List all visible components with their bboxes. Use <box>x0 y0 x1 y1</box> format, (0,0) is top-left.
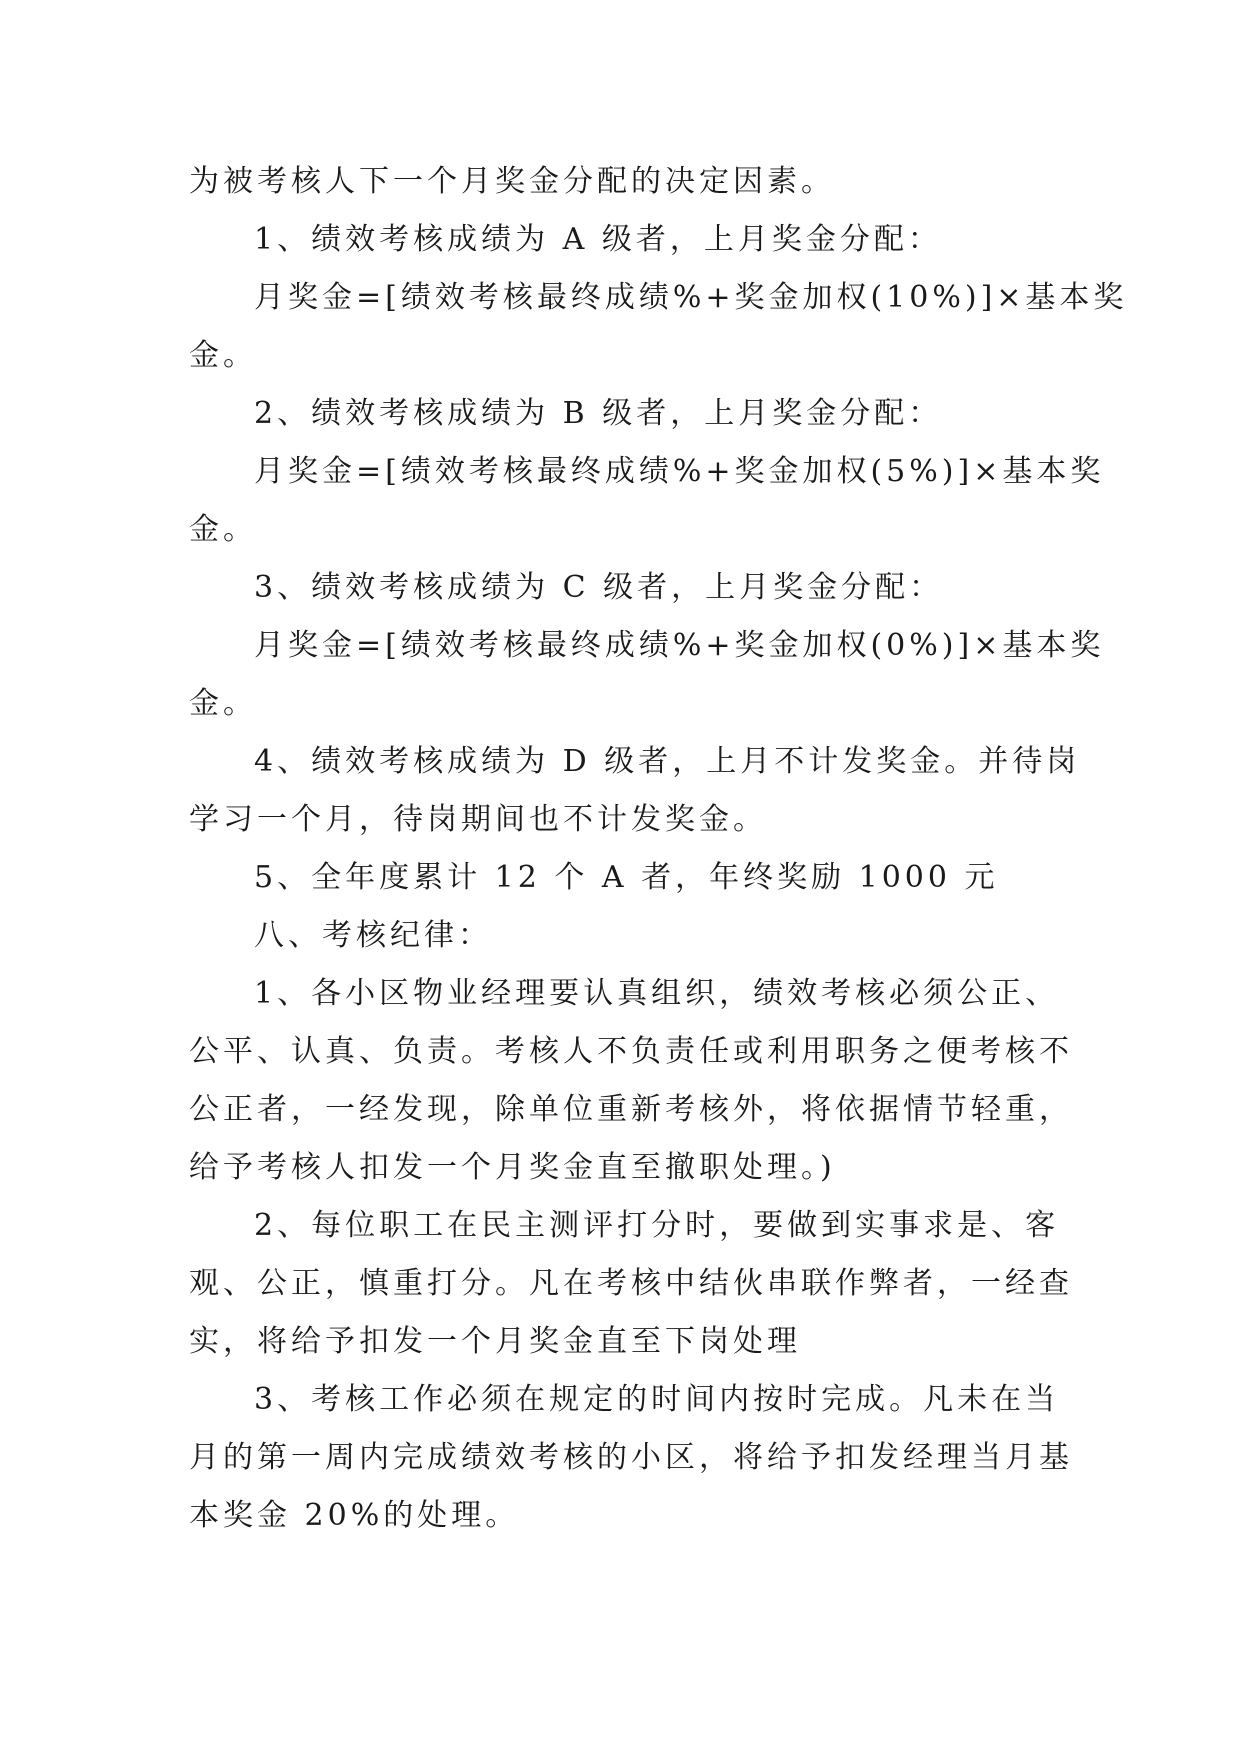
text-line: 金。 <box>189 338 257 373</box>
text-line: 2、每位职工在民主测评打分时，要做到实事求是、客 <box>254 1208 1060 1243</box>
text-line: 5、全年度累计 12 个 A 者，年终奖励 1000 元 <box>254 860 999 895</box>
text-line: 金。 <box>189 686 257 721</box>
text-line: 月奖金=[绩效考核最终成绩%+奖金加权(5%)]×基本奖 <box>254 454 1105 489</box>
text-line: 4、绩效考核成绩为 D 级者，上月不计发奖金。并待岗 <box>254 744 1081 779</box>
text-line: 月的第一周内完成绩效考核的小区，将给予扣发经理当月基 <box>189 1440 1073 1475</box>
text-line: 观、公正，慎重打分。凡在考核中结伙串联作弊者，一经查 <box>189 1266 1073 1301</box>
text-line: 月奖金=[绩效考核最终成绩%+奖金加权(0%)]×基本奖 <box>254 628 1105 663</box>
text-line: 3、绩效考核成绩为 C 级者，上月奖金分配： <box>254 570 944 605</box>
text-line: 学习一个月，待岗期间也不计发奖金。 <box>189 802 767 837</box>
text-line: 给予考核人扣发一个月奖金直至撤职处理。) <box>189 1150 836 1185</box>
text-line: 为被考核人下一个月奖金分配的决定因素。 <box>189 164 835 199</box>
text-line: 本奖金 20%的处理。 <box>189 1498 520 1533</box>
text-line: 实，将给予扣发一个月奖金直至下岗处理 <box>189 1324 801 1359</box>
text-line: 1、各小区物业经理要认真组织，绩效考核必须公正、 <box>254 976 1060 1011</box>
text-line: 1、绩效考核成绩为 A 级者，上月奖金分配： <box>254 222 942 257</box>
text-line: 月奖金=[绩效考核最终成绩%+奖金加权(10%)]×基本奖 <box>254 280 1128 315</box>
text-line: 公正者，一经发现，除单位重新考核外，将依据情节轻重， <box>189 1092 1073 1127</box>
text-line: 3、考核工作必须在规定的时间内按时完成。凡未在当 <box>254 1382 1060 1417</box>
text-line: 公平、认真、负责。考核人不负责任或利用职务之便考核不 <box>189 1034 1073 1069</box>
text-line: 2、绩效考核成绩为 B 级者，上月奖金分配： <box>254 396 943 431</box>
section-heading: 八、考核纪律： <box>254 918 492 953</box>
text-line: 金。 <box>189 512 257 547</box>
